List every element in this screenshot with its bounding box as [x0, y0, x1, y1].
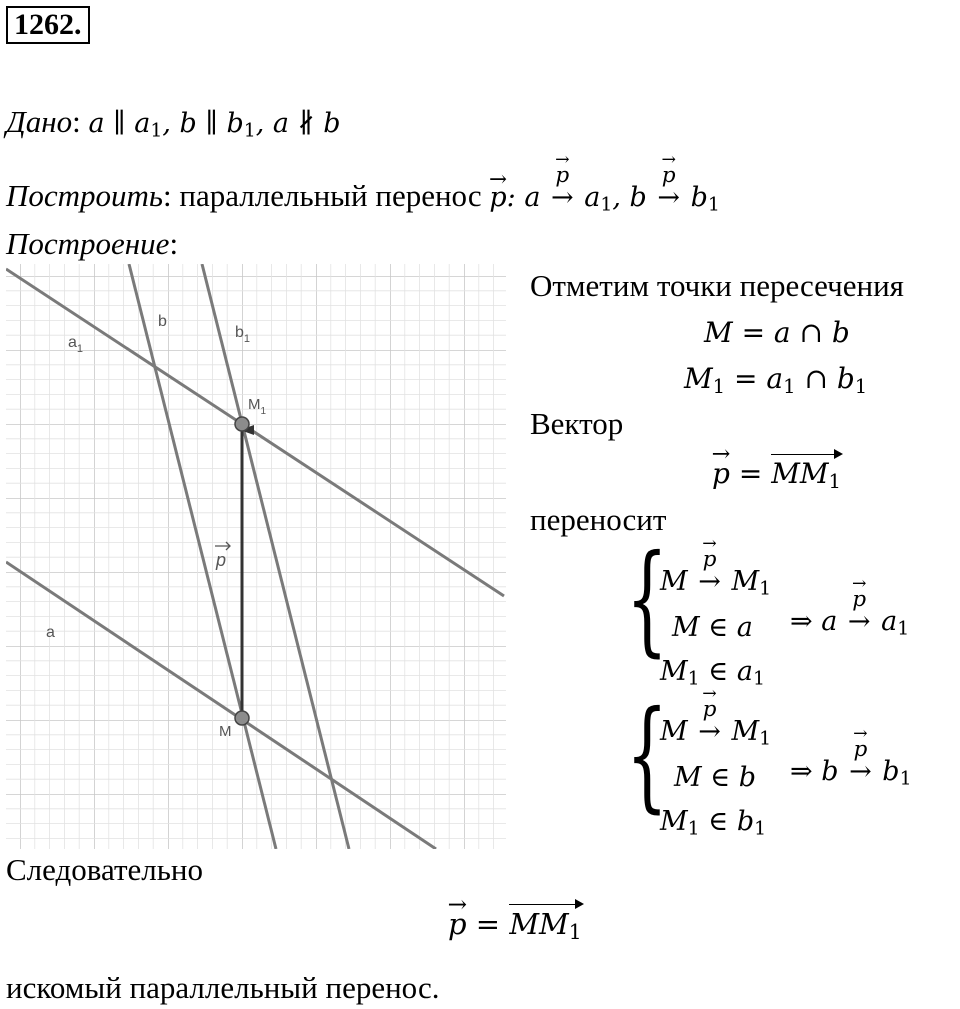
construction-line: Построение: [6, 226, 179, 261]
sys1-row2: M ∈ a [672, 612, 753, 643]
label-a: a [46, 624, 55, 641]
sys1-result: ⇒ a → p → $a_1$ [790, 606, 909, 640]
sys2-row1: M → p → $M_1$ [660, 716, 771, 750]
sys1-row1: M → p → $M_1$ [660, 566, 771, 600]
vector-word: Вектор [530, 406, 624, 441]
construct-formula: → p: a → p → $a_1$, b → p → $b_1$ [489, 182, 720, 213]
formula-M1: $M_1 = a_1$ ∩ $b_1$ [684, 362, 868, 398]
transfers-word: переносит [530, 502, 667, 537]
label-a1: $a_1$ [68, 334, 84, 355]
final-text: искомый параллельный перенос. [6, 970, 440, 1005]
formula-vector: → $p = MM_1$ [712, 454, 841, 493]
sys1-row3: $M_1$ ∈ $a_1$ [660, 656, 765, 690]
brace-2: { [626, 686, 668, 825]
label-M1: $M_1$ [248, 396, 267, 417]
label-b1: $b_1$ [235, 324, 251, 345]
construct-line: Построить: параллельный перенос → p: a → p → $a_1$, b → p → $b_1$ [6, 178, 720, 216]
given-formula: a ∥ $a_1$, b ∥ $b_1$, a ∦ b [88, 108, 341, 142]
problem-number: 1262. [6, 6, 90, 44]
brace-1: { [626, 530, 668, 669]
final-formula: → $p = MM_1$ [448, 904, 582, 944]
given-label: Дано [6, 104, 73, 139]
label-M: M [219, 723, 232, 740]
construct-text: параллельный перенос [179, 178, 482, 213]
intro-text: Отметим точки пересечения [530, 268, 904, 303]
construct-label: Построить [6, 178, 164, 213]
sys2-row3: $M_1$ ∈ $b_1$ [660, 806, 767, 840]
construction-label: Построение [6, 226, 170, 261]
construction-diagram [6, 264, 506, 849]
formula-M: M = a ∩ b [704, 316, 850, 349]
given-line: Дано: a ∥ $a_1$, b ∥ $b_1$, a ∦ b [6, 104, 341, 142]
label-b: b [158, 313, 167, 330]
sys2-result: ⇒ b → p → $b_1$ [790, 756, 912, 790]
label-p: p [216, 550, 227, 570]
therefore-text: Следовательно [6, 852, 203, 887]
point-M1 [235, 417, 249, 431]
sys2-row2: M ∈ b [674, 762, 757, 793]
point-M [235, 711, 249, 725]
